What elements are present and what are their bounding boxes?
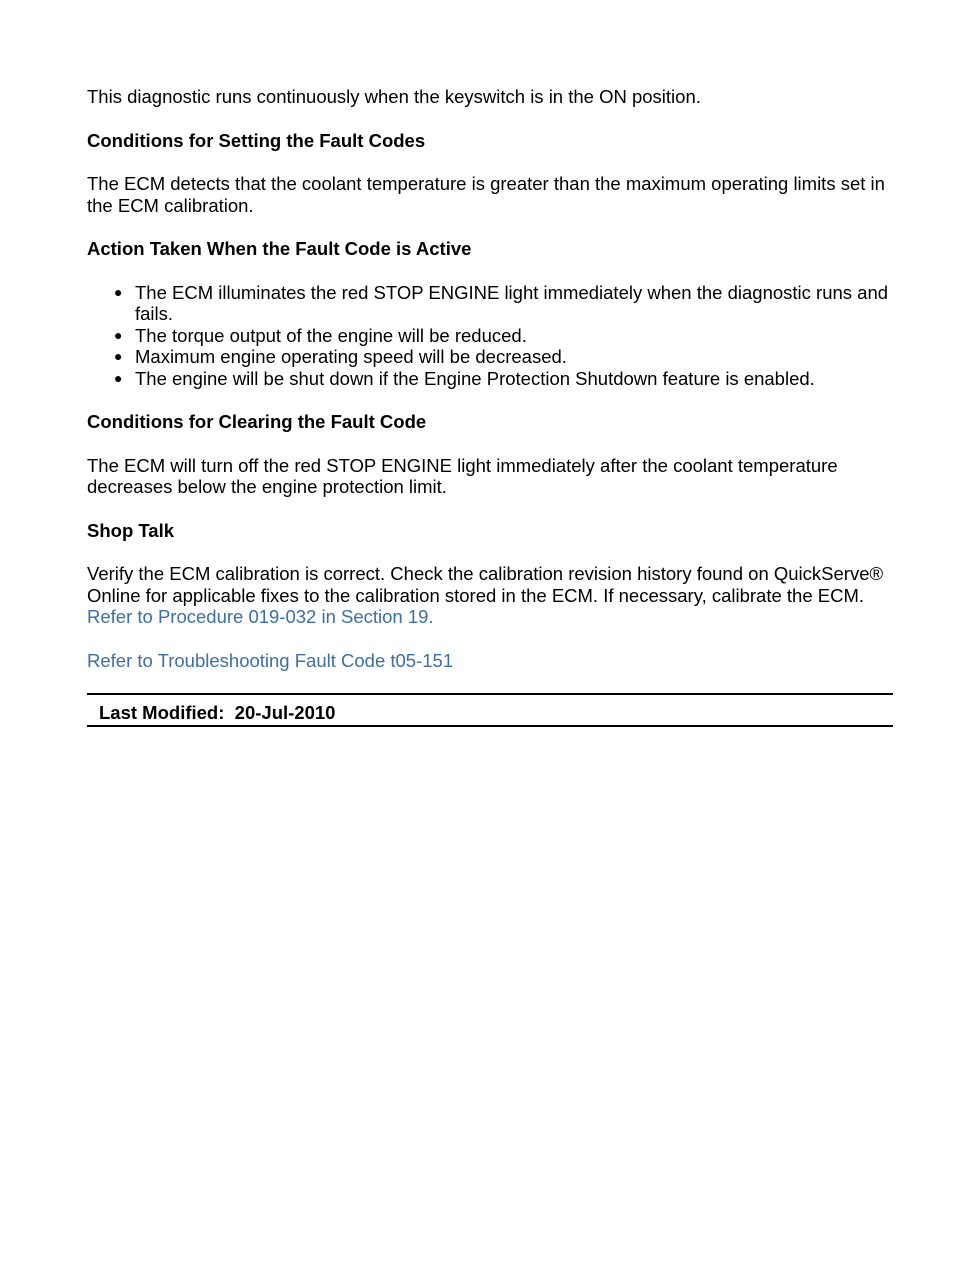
document-body — [87, 86, 893, 727]
troubleshooting-paragraph — [87, 650, 893, 672]
list-item — [114, 367, 893, 390]
list-item — [114, 281, 893, 325]
setting-conditions-text: The ECM detects that the coolant temperature is greater than the maximum operating limits set in the ECM calibration. — [87, 173, 885, 216]
shop-talk-text: Verify the ECM calibration is correct. Check the calibration revision history found on QuickServe® Online for applicable fixes to the calibration stored in the ECM. If necessary, calibrate the ECM. — [87, 563, 884, 606]
procedure-link[interactable]: Refer to Procedure 019-032 in Section 19. — [87, 606, 434, 627]
shop-talk-heading: Shop Talk — [87, 519, 175, 541]
shop-talk-paragraph — [87, 563, 893, 628]
action-taken-heading: Action Taken When the Fault Code is Active — [87, 238, 472, 259]
setting-conditions-heading: Conditions for Setting the Fault Codes — [87, 129, 426, 151]
list-item-text: The torque output of the engine will be reduced. — [135, 324, 527, 346]
list-item-text: The engine will be shut down if the Engine Protection Shutdown feature is enabled. — [135, 367, 815, 389]
clearing-conditions-text: The ECM will turn off the red STOP ENGINE light immediately after the coolant temperature decreases below the engine protection limit. — [87, 454, 838, 497]
bullet-icon: ● — [114, 326, 123, 343]
last-modified-label: Last Modified: — [99, 702, 225, 723]
intro-paragraph: This diagnostic runs continuously when the keyswitch is in the ON position. — [87, 86, 701, 107]
last-modified-date: 20-Jul-2010 — [234, 702, 336, 723]
bullet-icon: ● — [114, 369, 123, 386]
troubleshooting-link[interactable]: Refer to Troubleshooting Fault Code t05-151 — [87, 649, 454, 671]
bullet-icon: ● — [114, 348, 123, 364]
bullet-icon: ● — [114, 283, 123, 300]
list-item — [114, 346, 893, 368]
action-taken-list — [87, 282, 893, 390]
clearing-conditions-heading: Conditions for Clearing the Fault Code — [87, 411, 427, 432]
list-item — [114, 324, 893, 347]
list-item-text: Maximum engine operating speed will be decreased. — [135, 346, 567, 367]
list-item-text: The ECM illuminates the red STOP ENGINE light immediately when the diagnostic runs and fails. — [135, 281, 889, 324]
last-modified-bar — [87, 693, 893, 727]
